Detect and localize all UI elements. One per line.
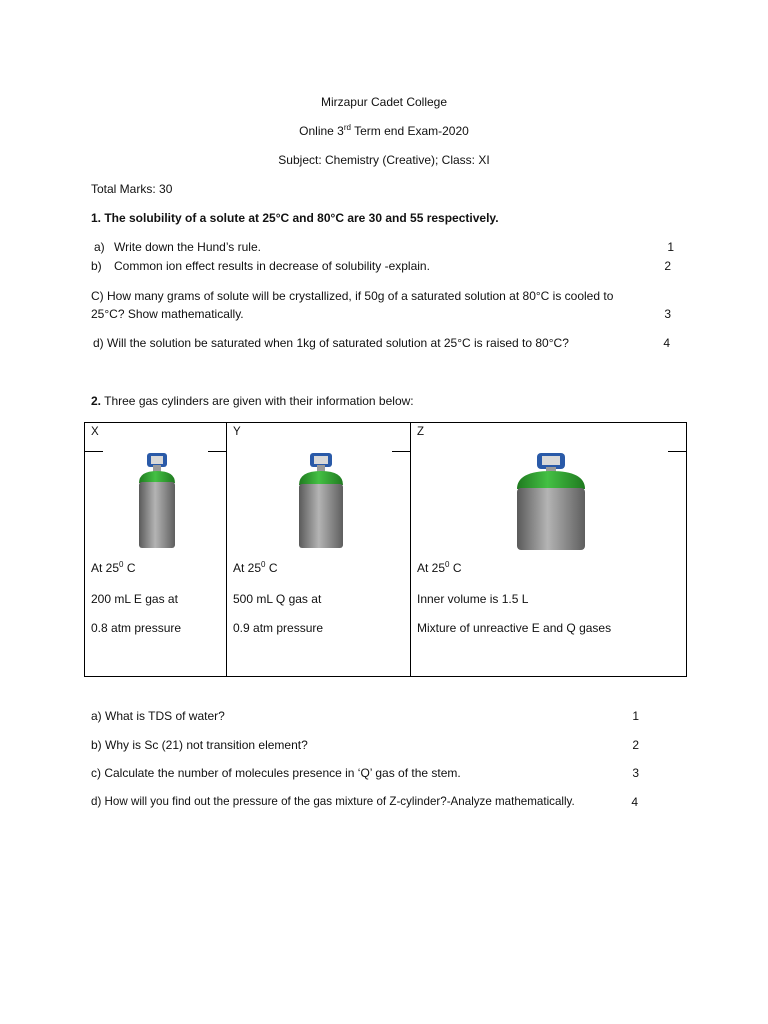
q1d-text: d) Will the solution be saturated when 1kg of saturated solution at 25°C is raised to 80°C? (93, 336, 569, 350)
exam-title-suffix: Term end Exam-2020 (350, 124, 469, 138)
cylinder-label: Z (417, 426, 425, 438)
q2a-text: a) What is TDS of water? (91, 709, 225, 723)
cylinder-label: Y (233, 426, 241, 438)
divider-tick (392, 451, 410, 452)
cylinder-line2: 200 mL E gas at (91, 592, 178, 606)
q1c-marks: 3 (664, 307, 671, 321)
q1a-marks: 1 (667, 240, 674, 254)
q1b-marks: 2 (664, 259, 671, 273)
exam-title-prefix: Online 3 (299, 124, 344, 138)
gas-cylinder-x-image (133, 449, 181, 551)
q1-stem: 1. The solubility of a solute at 25°C and 80°C are 30 and 55 respectively. (91, 211, 499, 225)
exam-title (0, 124, 768, 138)
q2b-marks: 2 (632, 738, 639, 752)
q1d-marks: 4 (663, 336, 670, 350)
temp-sup: 0 (261, 560, 266, 569)
q2-number: 2. (91, 394, 102, 408)
temp-prefix: At 25 (91, 561, 120, 575)
cylinder-cell-y (227, 423, 411, 677)
temp-sup: 0 (445, 560, 450, 569)
college-name: Mirzapur Cadet College (320, 95, 448, 109)
temp-suffix: C (265, 561, 278, 575)
cylinder-temp (417, 561, 461, 575)
subject-line: Subject: Chemistry (Creative); Class: XI (278, 153, 490, 167)
total-marks: Total Marks: 30 (91, 182, 173, 196)
q2c-marks: 3 (632, 766, 639, 780)
temp-suffix: C (449, 561, 462, 575)
cylinder-temp (233, 561, 277, 575)
cylinder-line2: Inner volume is 1.5 L (417, 592, 529, 606)
cylinder-label: X (91, 426, 99, 438)
divider-tick (85, 451, 103, 452)
temp-suffix: C (123, 561, 136, 575)
divider-tick (668, 451, 686, 452)
q2a-marks: 1 (632, 709, 639, 723)
cylinder-line3: 0.8 atm pressure (91, 621, 182, 635)
q2-stem-text: Three gas cylinders are given with their information below: (101, 394, 414, 408)
q1c-line1: C) How many grams of solute will be crystallized, if 50g of a saturated solution at 80°C is cooled to (91, 289, 614, 303)
q2b-text: b) Why is Sc (21) not transition element? (91, 738, 308, 752)
q1b-text: Common ion effect results in decrease of solubility -explain. (114, 259, 430, 273)
divider-tick (208, 451, 226, 452)
temp-prefix: At 25 (233, 561, 262, 575)
cylinder-cell-z (411, 423, 687, 677)
q1c-line2: 25°C? Show mathematically. (91, 307, 244, 321)
cylinder-table (84, 422, 687, 677)
cylinder-line3: Mixture of unreactive E and Q gases (417, 621, 612, 635)
q1a-label: a) (94, 240, 105, 254)
q1a-text: Write down the Hund’s rule. (114, 240, 261, 254)
cylinder-line2: 500 mL Q gas at (233, 592, 322, 606)
exam-title-sup: rd (343, 123, 351, 132)
q2d-text: d) How will you find out the pressure of the gas mixture of Z-cylinder?-Analyze mathematically. (91, 795, 575, 808)
gas-cylinder-y-image (293, 449, 349, 551)
cylinder-temp (91, 561, 135, 575)
q2-stem (91, 394, 414, 408)
q2c-text: c) Calculate the number of molecules presence in ‘Q’ gas of the stem. (91, 766, 461, 780)
cylinder-line3: 0.9 atm pressure (233, 621, 324, 635)
temp-prefix: At 25 (417, 561, 446, 575)
cylinder-cell-x (85, 423, 227, 677)
q2d-marks: 4 (631, 795, 638, 809)
q1b-label: b) (91, 259, 102, 273)
temp-sup: 0 (119, 560, 124, 569)
gas-cylinder-z-image (511, 449, 591, 553)
